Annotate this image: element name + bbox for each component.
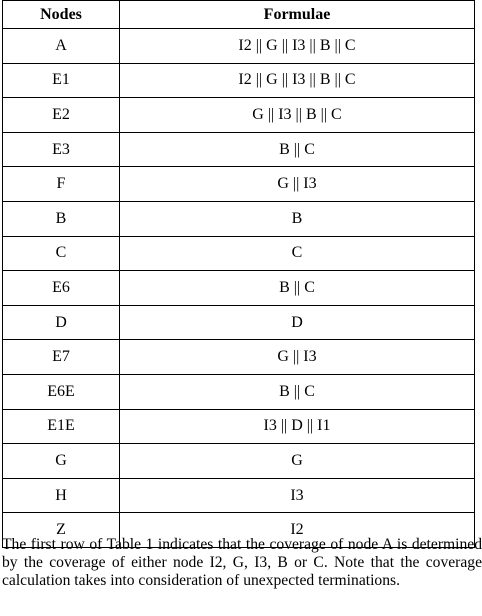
node-cell: A — [3, 29, 120, 64]
node-cell: E2 — [3, 98, 120, 133]
caption-line: determined by the coverage of either node I2, G, I3, B or C. Note — [2, 536, 482, 572]
table-row — [3, 201, 475, 236]
table-row — [3, 98, 475, 133]
caption-line: The first row of Table 1 indicates that the coverage of node A is — [2, 536, 408, 553]
formula-cell: C — [120, 236, 475, 271]
formula-cell: G || I3 — [120, 340, 475, 375]
node-cell: Z — [3, 513, 120, 548]
table-header-row — [3, 1, 475, 29]
node-cell: E1E — [3, 409, 120, 444]
formula-cell: B || C — [120, 271, 475, 306]
caption-line: terminations. — [318, 572, 400, 590]
formula-cell: I2 || G || I3 || B || C — [120, 63, 475, 98]
formula-cell: I2 || G || I3 || B || C — [120, 29, 475, 64]
node-cell: B — [3, 201, 120, 236]
table-row — [3, 305, 475, 340]
formula-cell: B || C — [120, 132, 475, 167]
formula-cell: D — [120, 305, 475, 340]
formula-cell: G || I3 || B || C — [120, 98, 475, 133]
formula-cell: I3 || D || I1 — [120, 409, 475, 444]
formula-cell: I3 — [120, 478, 475, 513]
node-cell: C — [3, 236, 120, 271]
table-row — [3, 167, 475, 202]
table-row — [3, 340, 475, 375]
caption-paragraph — [2, 536, 482, 591]
table-row — [3, 132, 475, 167]
table-row — [3, 374, 475, 409]
formula-cell: G — [120, 444, 475, 479]
caption-line: that the coverage calculation takes into consideration of unexpected — [2, 554, 482, 590]
table-row — [3, 271, 475, 306]
formula-cell: B || C — [120, 374, 475, 409]
table-row — [3, 236, 475, 271]
node-cell: E6 — [3, 271, 120, 306]
table-row — [3, 63, 475, 98]
node-cell: E1 — [3, 63, 120, 98]
node-cell: H — [3, 478, 120, 513]
nodes-formulae-table — [2, 0, 475, 548]
table-row — [3, 444, 475, 479]
node-cell: E3 — [3, 132, 120, 167]
node-cell: E7 — [3, 340, 120, 375]
node-cell: E6E — [3, 374, 120, 409]
node-cell: D — [3, 305, 120, 340]
table-row — [3, 409, 475, 444]
table-row — [3, 29, 475, 64]
node-cell: G — [3, 444, 120, 479]
formula-cell: I2 — [120, 513, 475, 548]
table-row — [3, 478, 475, 513]
nodes-column-header: Nodes — [3, 1, 120, 29]
node-cell: F — [3, 167, 120, 202]
formula-cell: G || I3 — [120, 167, 475, 202]
formula-cell: B — [120, 201, 475, 236]
formulae-column-header: Formulae — [120, 1, 475, 29]
